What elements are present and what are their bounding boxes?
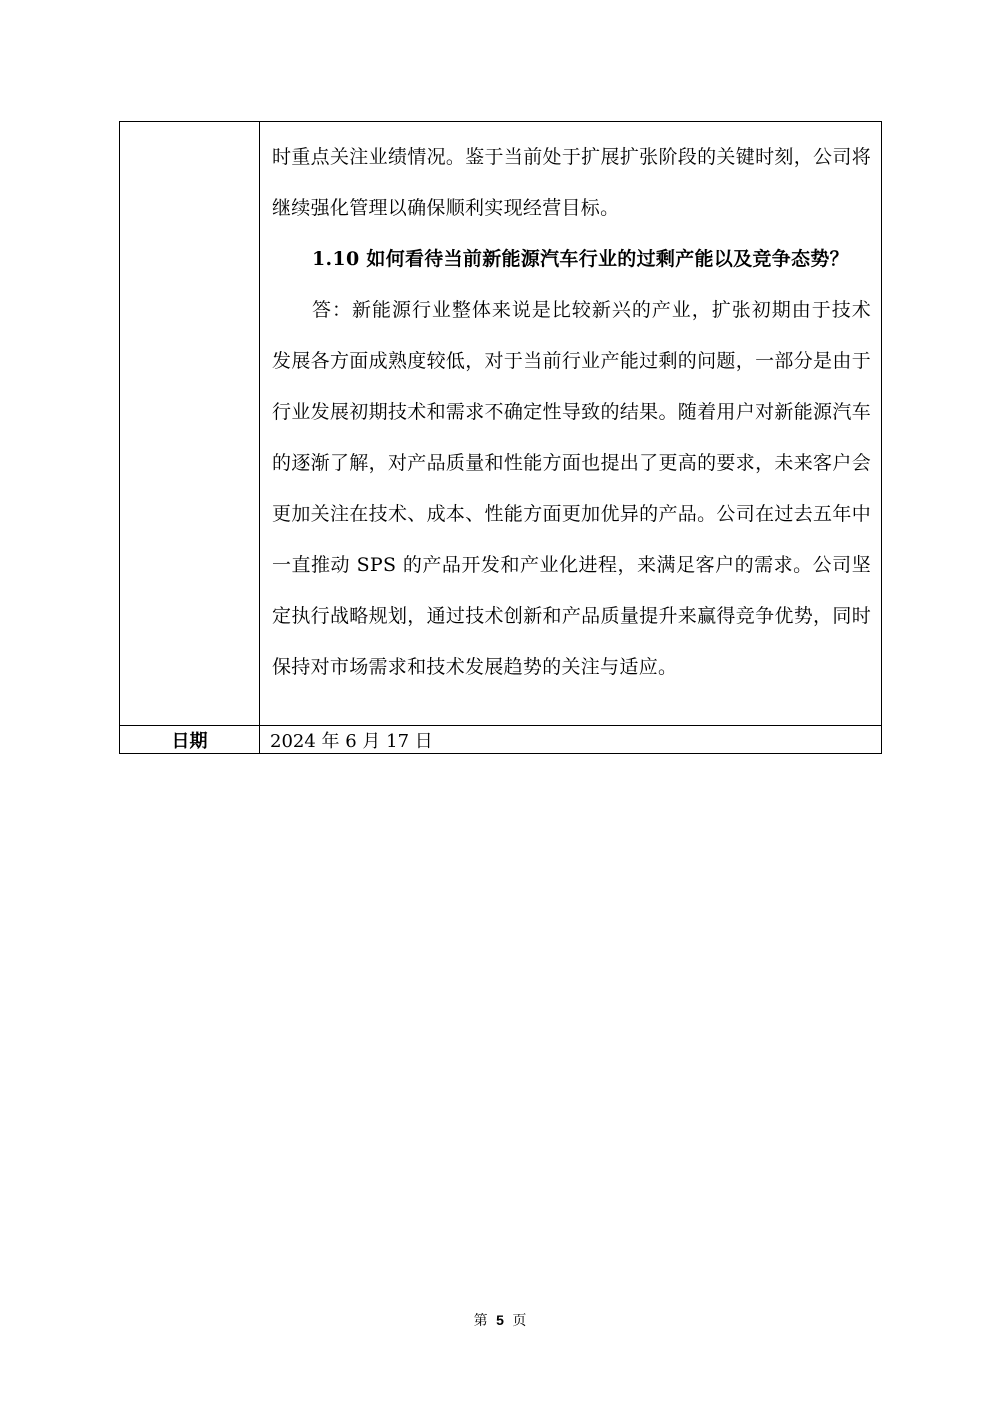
content-label-cell: [120, 122, 260, 726]
paragraph-continuation: 时重点关注业绩情况。鉴于当前处于扩展扩张阶段的关键时刻，公司将继续强化管理以确保顺利实现经营目标。: [272, 146, 871, 219]
page-number: 5: [496, 1312, 504, 1328]
date-row: [120, 726, 882, 754]
date-label: 日期: [120, 726, 260, 754]
answer-paragraph: 答：新能源行业整体来说是比较新兴的产业，扩张初期由于技术发展各方面成熟度较低，对于当前行业产能过剩的问题，一部分是由于行业发展初期技术和需求不确定性导致的结果。随着用户对新能源汽车的逐渐了解，对产品质量和性能方面也提出了更高的要求，未来客户会更加关注在技术、成本、性能方面更加优异的产品。公司在过去五年中一直推动 SPS 的产品开发和产业化进程，来满足客户的需求。公司坚定执行战略规划，通过技术创新和产品质量提升来赢得竞争优势，同时保持对市场需求和技术发展趋势的关注与适应。: [272, 299, 871, 678]
footer-suffix: 页: [512, 1313, 527, 1329]
content-row: [120, 122, 882, 726]
footer-prefix: 第: [473, 1313, 488, 1329]
date-value: 2024 年 6 月 17 日: [260, 726, 882, 754]
content-cell: [260, 122, 882, 726]
page-footer: [0, 1310, 1000, 1330]
record-table: [119, 121, 882, 754]
question-heading: 1.10 如何看待当前新能源汽车行业的过剩产能以及竞争态势？: [312, 248, 849, 270]
